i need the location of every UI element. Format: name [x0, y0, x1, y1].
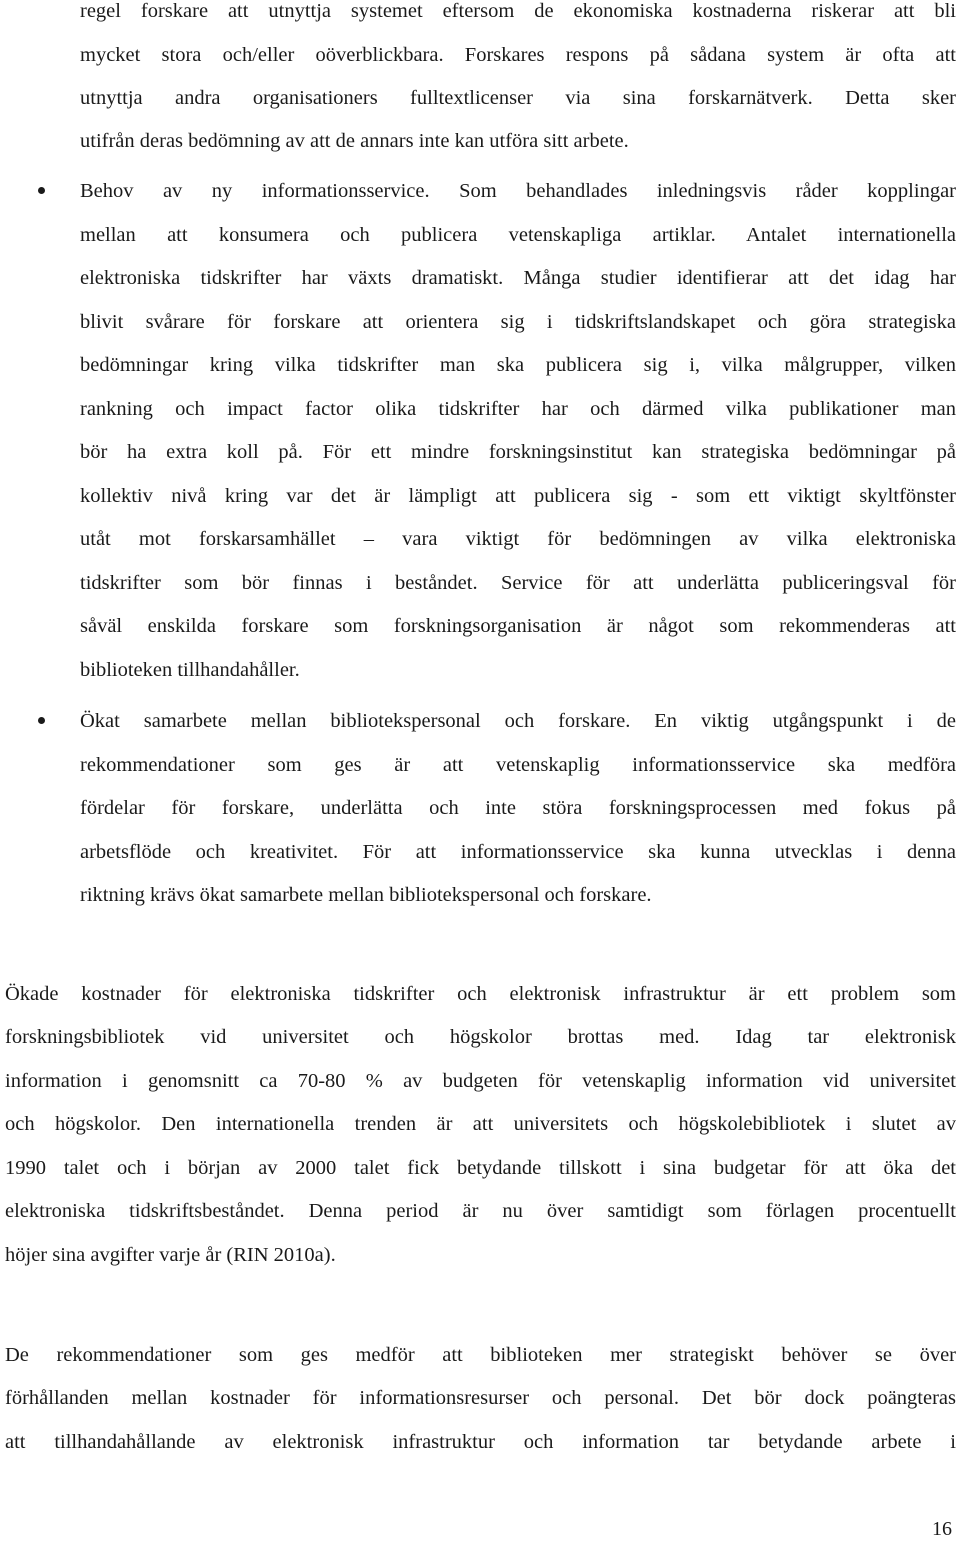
- text-line: bedömningar kring vilka tidskrifter man ska publicera sig i, vilka målgrupper, vilken: [80, 354, 956, 376]
- text-line: mycket stora och/eller oöverblickbara. Forskares respons på sådana system är ofta att: [80, 44, 956, 66]
- text-line: bör ha extra koll på. För ett mindre forskningsinstitut kan strategiska bedömningar på: [80, 441, 956, 463]
- bullet-icon: [38, 187, 45, 194]
- text-line: arbetsflöde och kreativitet. För att informationsservice ska kunna utvecklas i denna: [80, 841, 956, 863]
- text-line: Ökat samarbete mellan bibliotekspersonal och forskare. En viktig utgångspunkt i de: [80, 710, 956, 732]
- text-line: information i genomsnitt ca 70-80 % av budgeten för vetenskaplig information vid universitet: [5, 1070, 956, 1092]
- text-line: blivit svårare för forskare att orientera sig i tidskriftslandskapet och göra strategiska: [80, 311, 956, 333]
- text-line: 1990 talet och i början av 2000 talet fick betydande tillskott i sina budgetar för att öka det: [5, 1157, 956, 1179]
- text-line: regel forskare att utnyttja systemet eftersom de ekonomiska kostnaderna riskerar att bli: [80, 0, 956, 22]
- page-number: 16: [932, 1518, 952, 1540]
- text-line: utåt mot forskarsamhället – vara viktigt för bedömningen av vilka elektroniska: [80, 528, 956, 550]
- text-line: elektroniska tidskrifter har växts dramatiskt. Många studier identifierar att det idag har: [80, 267, 956, 289]
- text-line: riktning krävs ökat samarbete mellan bibliotekspersonal och forskare.: [80, 884, 652, 906]
- bullet-icon: [38, 717, 45, 724]
- text-line: Ökade kostnader för elektroniska tidskrifter och elektronisk infrastruktur är ett problem som: [5, 983, 956, 1005]
- text-line: mellan att konsumera och publicera vetenskapliga artiklar. Antalet internationella: [80, 224, 956, 246]
- text-line: förhållanden mellan kostnader för informationsresurser och personal. Det bör dock poängteras: [5, 1387, 956, 1409]
- text-line: att tillhandahållande av elektronisk infrastruktur och information tar betydande arbete i: [5, 1431, 956, 1453]
- text-line: Behov av ny informationsservice. Som behandlades inledningsvis råder kopplingar: [80, 180, 956, 202]
- text-line: tidskrifter som bör finnas i beståndet. Service för att underlätta publiceringsval för: [80, 572, 956, 594]
- text-line: kollektiv nivå kring var det är lämpligt att publicera sig - som ett viktigt skyltfönster: [80, 485, 956, 507]
- text-line: biblioteken tillhandahåller.: [80, 659, 300, 681]
- text-line: rankning och impact factor olika tidskrifter har och därmed vilka publikationer man: [80, 398, 956, 420]
- text-line: forskningsbibliotek vid universitet och högskolor brottas med. Idag tar elektronisk: [5, 1026, 956, 1048]
- text-line: utifrån deras bedömning av att de annars inte kan utföra sitt arbete.: [80, 130, 629, 152]
- text-line: höjer sina avgifter varje år (RIN 2010a).: [5, 1244, 336, 1266]
- text-line: utnyttja andra organisationers fulltextlicenser via sina forskarnätverk. Detta sker: [80, 87, 956, 109]
- text-line: såväl enskilda forskare som forskningsorganisation är något som rekommenderas att: [80, 615, 956, 637]
- text-line: De rekommendationer som ges medför att biblioteken mer strategiskt behöver se över: [5, 1344, 956, 1366]
- text-line: fördelar för forskare, underlätta och inte störa forskningsprocessen med fokus på: [80, 797, 956, 819]
- text-line: och högskolor. Den internationella trenden är att universitets och högskolebibliotek i slutet av: [5, 1113, 956, 1135]
- text-line: rekommendationer som ges är att vetenskaplig informationsservice ska medföra: [80, 754, 956, 776]
- text-line: elektroniska tidskriftsbeståndet. Denna period är nu över samtidigt som förlagen procentuellt: [5, 1200, 956, 1222]
